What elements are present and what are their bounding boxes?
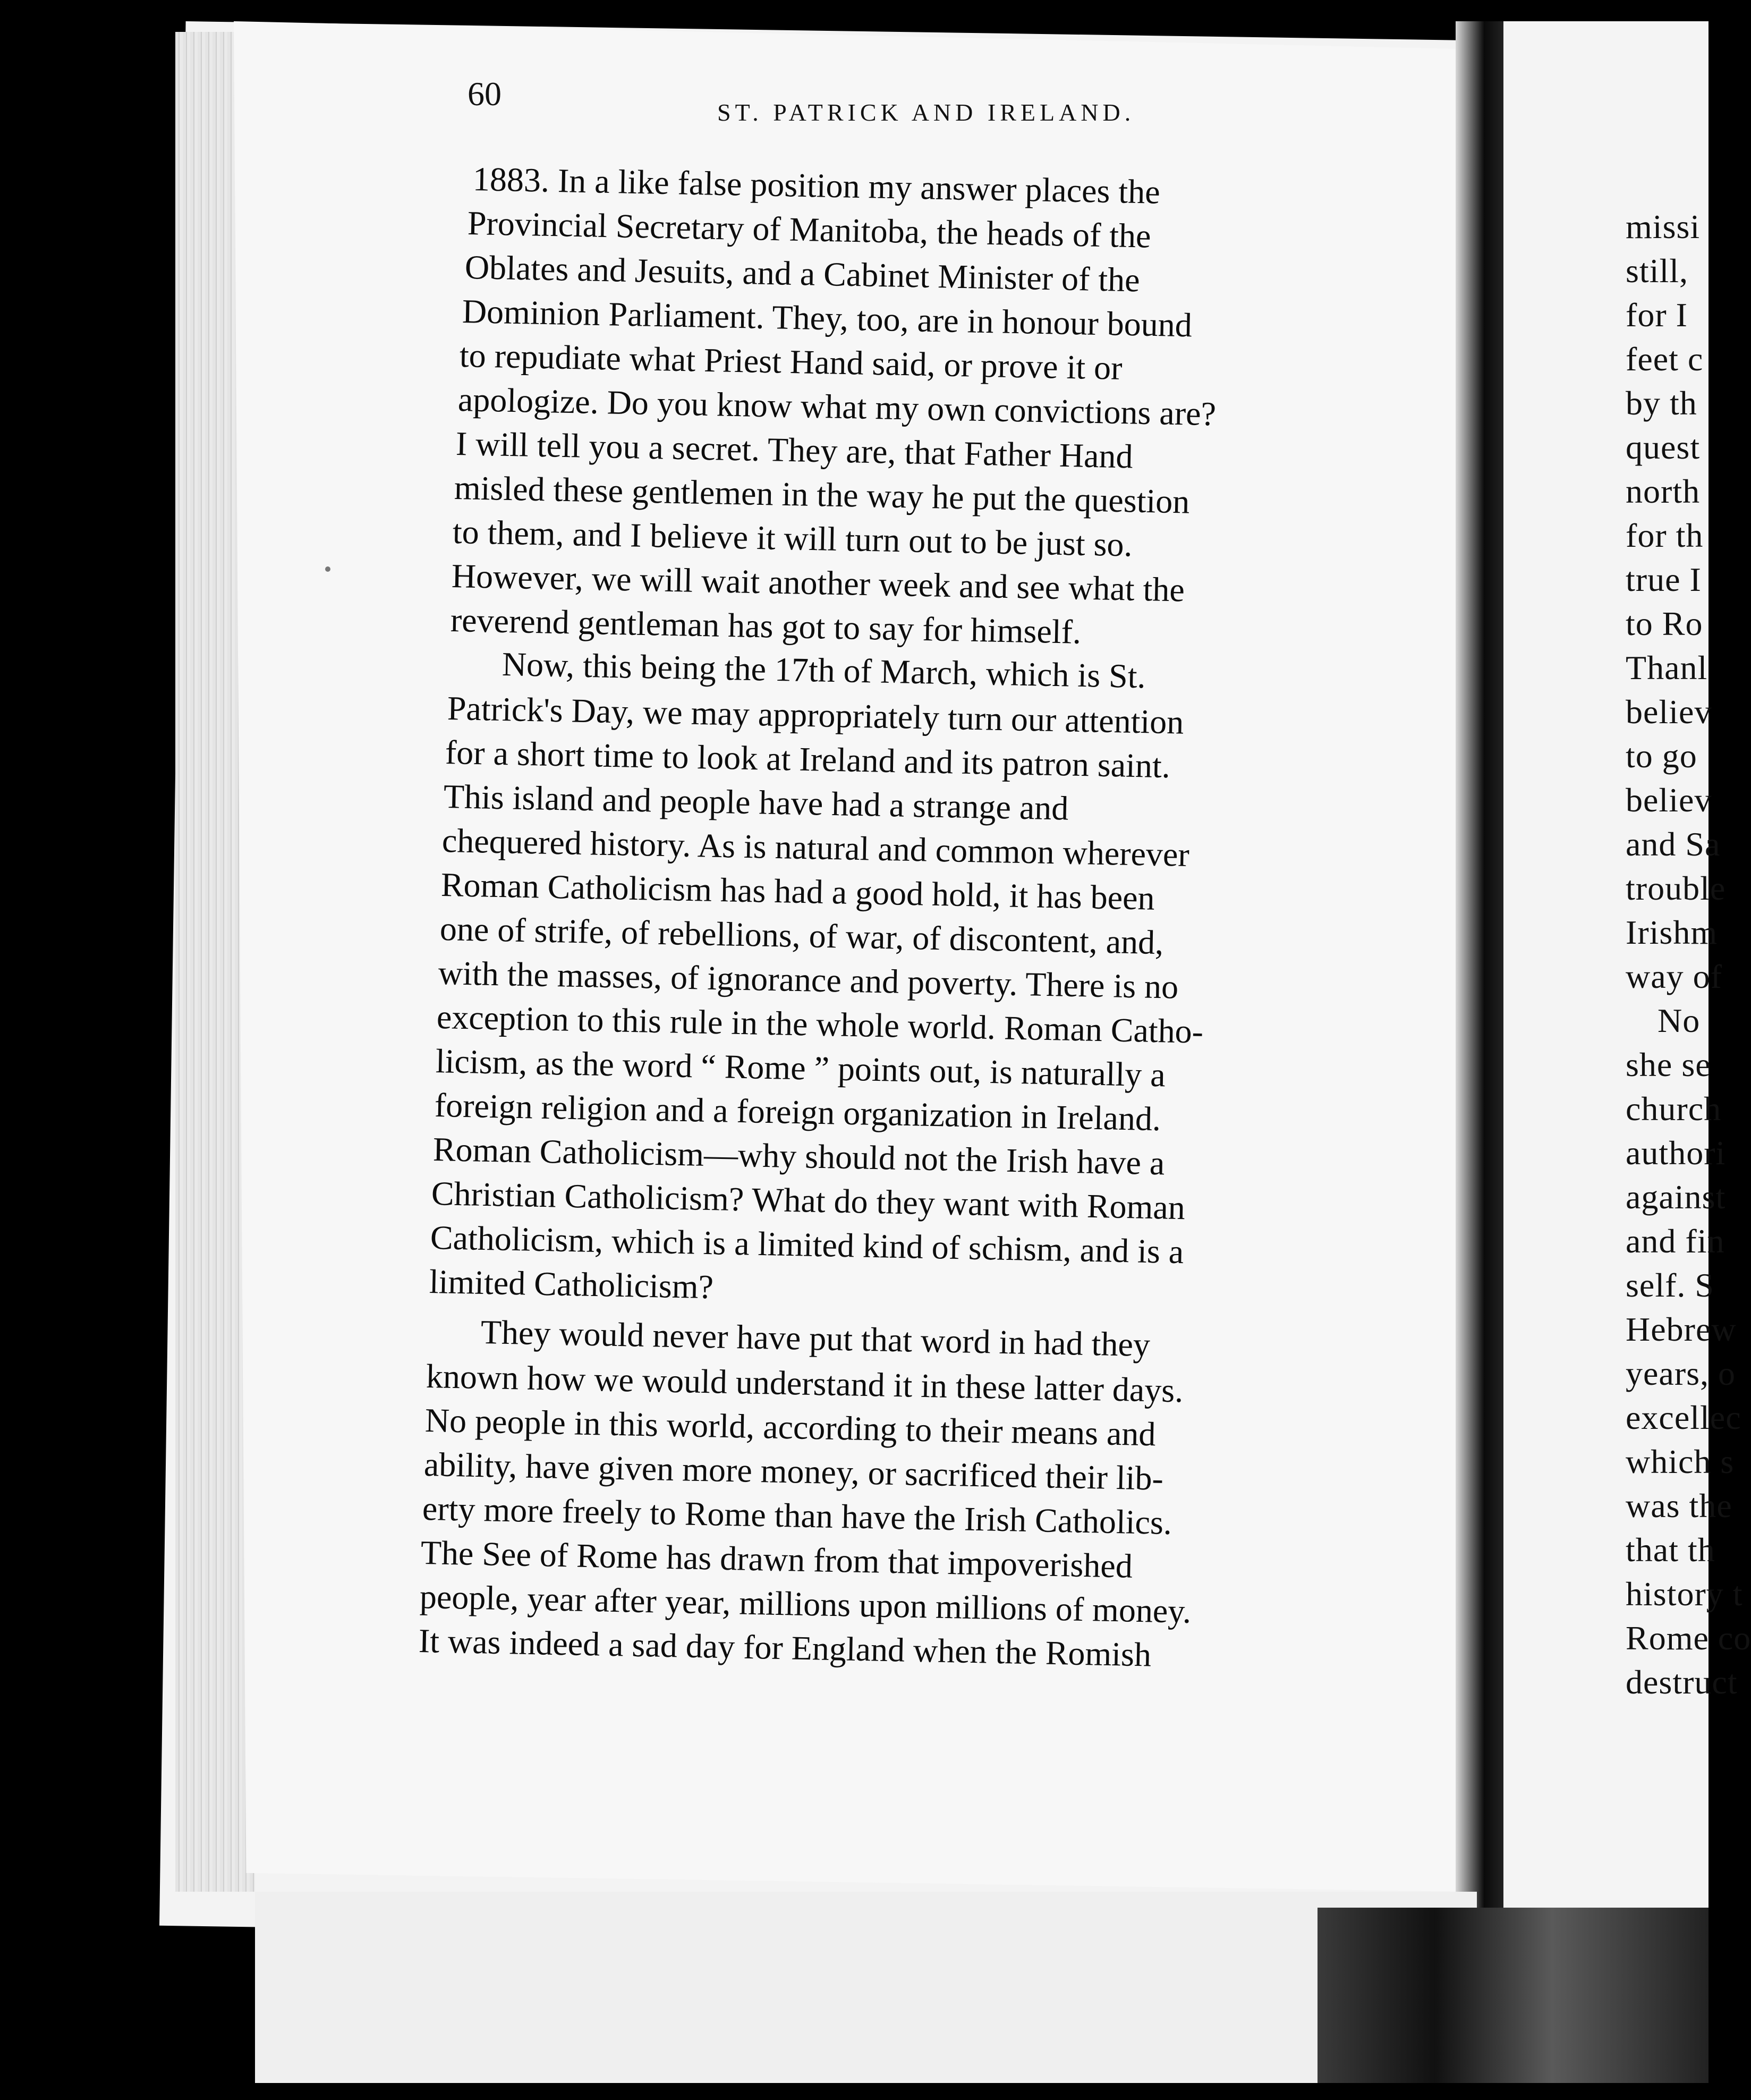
- book-cover-edge: [1318, 1908, 1708, 2083]
- text-line: Christian Catholicism? What do they want with Roman: [431, 1174, 1186, 1227]
- text-line: exception to this rule in the whole world. Roman Catho-: [436, 998, 1204, 1051]
- text-line: They would never have put that word in had they: [480, 1313, 1151, 1364]
- text-line: known how we would understand it in these latter days.: [426, 1357, 1184, 1410]
- text-line: limited Catholicism?: [429, 1263, 714, 1306]
- text-line: Provincial Secretary of Manitoba, the heads of the: [467, 204, 1152, 255]
- text-line: Now, this being the 17th of March, which is St.: [502, 645, 1146, 696]
- text-line: Dominion Parliament. They, too, are in honour bound: [462, 292, 1193, 344]
- right-text-line: history t: [1626, 1575, 1743, 1613]
- text-line: Roman Catholicism—why should not the Irish have a: [432, 1130, 1166, 1182]
- right-text-line: by th: [1626, 384, 1697, 422]
- right-text-line: No: [1658, 1002, 1701, 1039]
- right-text-line: self. S: [1626, 1266, 1714, 1304]
- text-line: I will tell you a secret. They are, that Father Hand: [455, 425, 1134, 476]
- text-line: foreign religion and a foreign organization in Ireland.: [434, 1086, 1161, 1138]
- right-text-line: and fin: [1626, 1222, 1725, 1260]
- text-line: Patrick's Day, we may appropriately turn our attention: [447, 689, 1184, 741]
- right-text-line: way of: [1626, 958, 1722, 995]
- text-line: However, we will wait another week and see what the: [451, 557, 1185, 609]
- text-line: with the masses, of ignorance and poverty. There is no: [438, 954, 1179, 1006]
- right-text-line: feet c: [1626, 340, 1704, 378]
- right-text-line: authori: [1626, 1134, 1726, 1172]
- right-text-line: which s: [1626, 1443, 1735, 1480]
- right-text-line: that th: [1626, 1531, 1715, 1569]
- right-text-line: believ: [1626, 693, 1712, 731]
- right-text-line: north: [1626, 472, 1701, 510]
- right-text-line: and Sa: [1626, 825, 1721, 863]
- right-text-line: to Ro: [1626, 605, 1703, 642]
- page-bottom-margin: [255, 1892, 1477, 2083]
- text-line: This island and people have had a strange and: [443, 777, 1069, 827]
- right-text-line: still,: [1626, 252, 1689, 290]
- page-number: 60: [468, 75, 502, 113]
- text-line: one of strife, of rebellions, of war, of discontent, and,: [439, 910, 1164, 962]
- text-line: Roman Catholicism has had a good hold, it has been: [440, 866, 1155, 917]
- right-text-line: quest: [1626, 428, 1701, 466]
- right-text-line: missi: [1626, 208, 1701, 245]
- right-text-line: believ: [1626, 781, 1712, 819]
- right-text-line: against: [1626, 1178, 1726, 1216]
- right-text-line: for th: [1626, 516, 1704, 554]
- text-line: Catholicism, which is a limited kind of schism, and is a: [430, 1218, 1184, 1271]
- right-text-line: true I: [1626, 561, 1702, 598]
- right-text-line: Rome co: [1626, 1619, 1751, 1657]
- margin-mark: [325, 566, 330, 572]
- text-line: chequered history. As is natural and common wherever: [441, 822, 1190, 874]
- text-line: to them, and I believe it will turn out to be just so.: [452, 513, 1133, 564]
- right-text-line: church: [1626, 1090, 1722, 1128]
- right-text-line: Thanl: [1626, 649, 1708, 687]
- right-text-line: trouble: [1626, 869, 1726, 907]
- right-text-line: to go: [1626, 737, 1697, 775]
- right-text-line: she se: [1626, 1046, 1711, 1083]
- text-line: apologize. Do you know what my own convictions are?: [457, 380, 1217, 433]
- text-line: Oblates and Jesuits, and a Cabinet Minister of the: [464, 248, 1141, 299]
- text-line: licism, as the word “ Rome ” points out, is naturally a: [435, 1042, 1166, 1094]
- text-line: No people in this world, according to their means and: [424, 1401, 1157, 1453]
- right-text-line: Hebrew: [1626, 1310, 1737, 1348]
- text-line: people, year after year, millions upon millions of money.: [419, 1578, 1192, 1630]
- text-line: reverend gentleman has got to say for himself.: [450, 601, 1082, 651]
- right-text-line: was the: [1626, 1487, 1732, 1525]
- text-line: erty more freely to Rome than have the Irish Catholics.: [422, 1489, 1172, 1542]
- text-line: The See of Rome has drawn from that impoverished: [420, 1534, 1133, 1585]
- text-line: It was indeed a sad day for England when the Romish: [418, 1622, 1152, 1674]
- right-text-line: excellec: [1626, 1399, 1741, 1436]
- running-head: ST. PATRICK AND IRELAND.: [717, 99, 1135, 126]
- text-line: ability, have given more money, or sacrificed their lib-: [423, 1445, 1164, 1497]
- right-text-line: years, o: [1626, 1354, 1736, 1392]
- text-line: to repudiate what Priest Hand said, or prove it or: [459, 336, 1123, 387]
- right-text-line: for I: [1626, 296, 1688, 334]
- right-text-line: Irishm: [1626, 913, 1718, 951]
- book-gutter: [1456, 21, 1503, 1913]
- right-text-line: destruct: [1626, 1663, 1738, 1701]
- text-line: for a short time to look at Ireland and its patron saint.: [445, 733, 1171, 785]
- text-line: misled these gentlemen in the way he put the question: [454, 469, 1190, 521]
- text-line: 1883. In a like false position my answer places the: [472, 160, 1161, 211]
